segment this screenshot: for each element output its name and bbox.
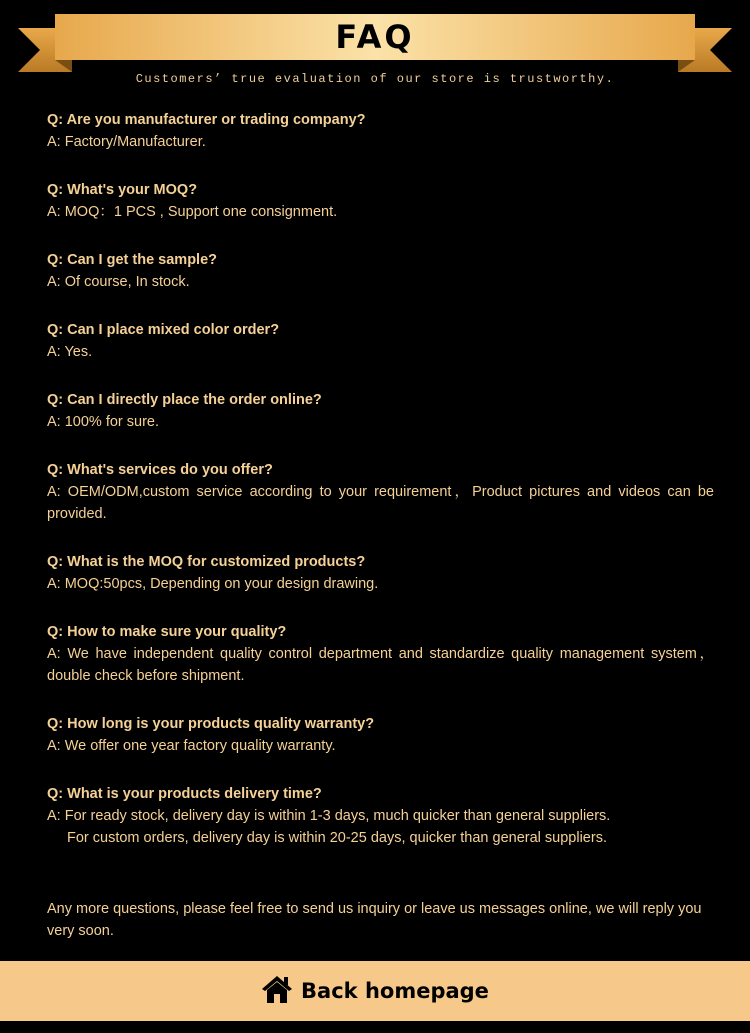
faq-question: Q: What's your MOQ? xyxy=(47,182,198,198)
faq-question: Q: How to make sure your quality? xyxy=(47,624,287,640)
page-title: FAQ xyxy=(335,18,415,56)
faq-item xyxy=(47,389,714,433)
faq-question: Q: What's services do you offer? xyxy=(47,462,273,478)
faq-answer: A: We have independent quality control department and standardize quality management system，double check before shipment. xyxy=(47,646,714,684)
faq-answer: A: We offer one year factory quality warranty. xyxy=(47,738,336,754)
faq-item xyxy=(47,713,714,757)
faq-answer: A: MOQ:50pcs, Depending on your design drawing. xyxy=(47,576,379,592)
contact-note: Any more questions, please feel free to send us inquiry or leave us messages online, we will reply you very soon. xyxy=(47,901,702,939)
faq-banner xyxy=(0,0,750,100)
faq-answer: A: MOQ：1 PCS , Support one consignment. xyxy=(47,204,338,220)
faq-item xyxy=(47,109,714,153)
faq-question: Q: Can I place mixed color order? xyxy=(47,322,280,338)
faq-list xyxy=(47,109,714,875)
faq-question: Q: Can I get the sample? xyxy=(47,252,217,268)
faq-item xyxy=(47,621,714,687)
faq-answer-continued: For custom orders, delivery day is within 20-25 days, quicker than general suppliers. xyxy=(67,830,607,846)
faq-item xyxy=(47,459,714,525)
faq-question: Q: What is your products delivery time? xyxy=(47,786,322,802)
faq-item xyxy=(47,249,714,293)
faq-item xyxy=(47,551,714,595)
faq-question: Q: Can I directly place the order online? xyxy=(47,392,322,408)
faq-answer: A: Yes. xyxy=(47,344,93,360)
faq-question: Q: Are you manufacturer or trading company? xyxy=(47,112,366,128)
faq-answer: A: 100% for sure. xyxy=(47,414,160,430)
home-icon xyxy=(261,973,293,1005)
faq-question: Q: How long is your products quality warranty? xyxy=(47,716,375,732)
back-homepage-button[interactable] xyxy=(0,961,750,1021)
faq-question: Q: What is the MOQ for customized products? xyxy=(47,554,366,570)
faq-item xyxy=(47,783,714,849)
faq-item xyxy=(47,179,714,223)
page-subtitle: Customers’ true evaluation of our store is trustworthy. xyxy=(135,72,615,86)
faq-answer: A: For ready stock, delivery day is within 1-3 days, much quicker than general suppliers. xyxy=(47,808,611,824)
faq-answer: A: Factory/Manufacturer. xyxy=(47,134,206,150)
faq-answer: A: Of course, In stock. xyxy=(47,274,190,290)
back-homepage-label: Back homepage xyxy=(301,979,489,1003)
faq-item xyxy=(47,319,714,363)
faq-answer: A: OEM/ODM,custom service according to your requirement，Product pictures and videos can be provided. xyxy=(47,484,714,522)
